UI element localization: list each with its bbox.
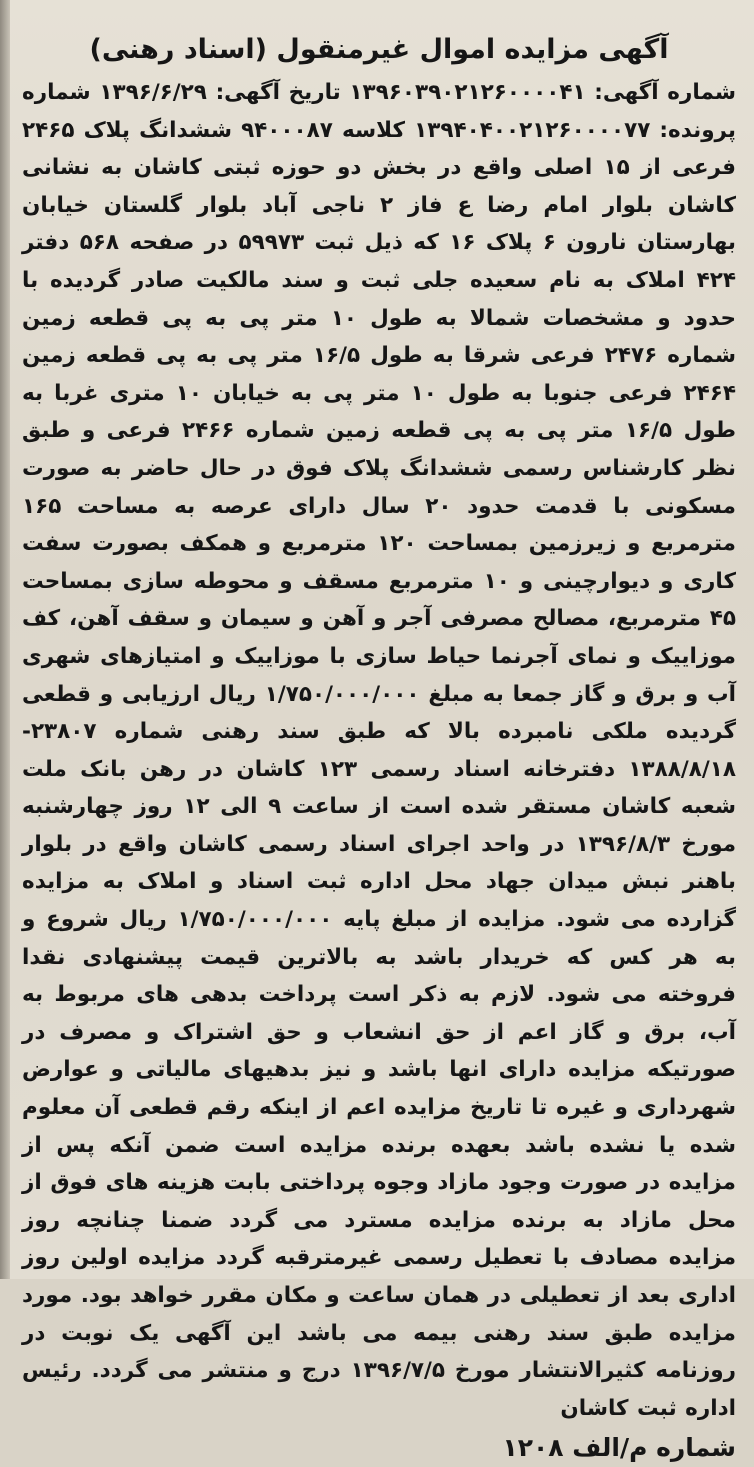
- ad-body-text: شماره آگهی: ۱۳۹۶۰۳۹۰۲۱۲۶۰۰۰۰۴۱ تاریخ آگهی: ۱۳۹۶/۶/۲۹ شماره پرونده: ۱۳۹۴۰۴۰۰۲۱۲۶۰۰۰۰۷۷ کلاسه ۹۴۰۰۰۸۷ ششدانگ پلاک ۲۴۶۵ فرعی از ۱۵ اصلی واقع در بخش دو حوزه ثبتی کاشان به نشانی کاشان بلوار امام رضا ع فاز ۲ ناجی آباد بلوار گلستان خیابان بهارستان نارون ۶ پلاک ۱۶ که ذیل ثبت ۵۹۹۷۳ در صفحه ۵۶۸ دفتر ۴۲۴ املاک به نام سعیده جلی ثبت و سند مالکیت صادر گردیده با حدود و مشخصات شمالا به طول ۱۰ متر پی به پی قطعه زمین شماره ۲۴۷۶ فرعی شرقا به طول ۱۶/۵ متر پی به پی قطعه زمین ۲۴۶۴ فرعی جنوبا به طول ۱۰ متر پی به خیابان ۱۰ متری غربا به طول ۱۶/۵ متر پی به پی قطعه زمین شماره ۲۴۶۶ فرعی و طبق نظر کارشناس رسمی ششدانگ پلاک فوق در حال حاضر به صورت مسکونی با قدمت حدود ۲۰ سال دارای عرصه به مساحت ۱۶۵ مترمربع و زیرزمین بمساحت ۱۲۰ مترمربع و همکف بصورت سفت کاری و دیوارچینی و ۱۰ مترمربع مسقف و محوطه سازی بمساحت ۴۵ مترمربع، مصالح مصرفی آجر و آهن و سیمان و سقف آهن، کف موزاییک و نمای آجرنما حیاط سازی با موزاییک و امتیازهای شهری آب و برق و گاز جمعا به مبلغ ۱/۷۵۰/۰۰۰/۰۰۰ ریال ارزیابی و قطعی گردیده ملکی نامبرده بالا که طبق سند رهنی شماره ۲۳۸۰۷- ۱۳۸۸/۸/۱۸ دفترخانه اسناد رسمی ۱۲۳ کاشان در رهن بانک ملت شعبه کاشان مستقر شده است از ساعت ۹ الی ۱۲ روز چهارشنبه مورخ ۱۳۹۶/۸/۳ در واحد اجرای اسناد رسمی کاشان واقع در بلوار باهنر نبش میدان جهاد محل اداره ثبت اسناد و املاک به مزایده گزارده می شود. مزایده از مبلغ پایه ۱/۷۵۰/۰۰۰/۰۰۰ ریال شروع و به هر کس که خریدار باشد به بالاترین قیمت پیشنهادی نقدا فروخته می شود. لازم به ذکر است پرداخت بدهی های مربوط به آب، برق و گاز اعم از حق انشعاب و حق اشتراک و مصرف در صورتیکه مزایده دارای انها باشد و نیز بدهیهای مالیاتی و عوارض شهرداری و غیره تا تاریخ مزایده اعم از اینکه رقم قطعی آن معلوم شده یا نشده باشد بعهده برنده مزایده است ضمن آنکه پس از مزایده در صورت وجود مازاد وجوه پرداختی بابت هزینه های فوق از محل مازاد به برنده مزایده مسترد می گردد ضمنا چنانچه روز مزایده مصادف با تعطیل رسمی غیرمترقبه گردد مزایده اولین روز اداری بعد از تعطیلی در همان ساعت و مکان مقرر خواهد بود. مورد مزایده طبق سند رهنی بیمه می باشد این آگهی یک نوبت در روزنامه کثیرالانتشار مورخ ۱۳۹۶/۷/۵ درج و منتشر می گردد. رئیس اداره ثبت کاشان: [22, 80, 737, 1421]
- ad-reference-number: شماره م/الف ۱۲۰۸: [502, 1433, 736, 1463]
- ad-title: آگهی مزایده اموال غیرمنقول (اسناد رهنی): [89, 34, 669, 65]
- paper-edge-shadow: [0, 0, 10, 1279]
